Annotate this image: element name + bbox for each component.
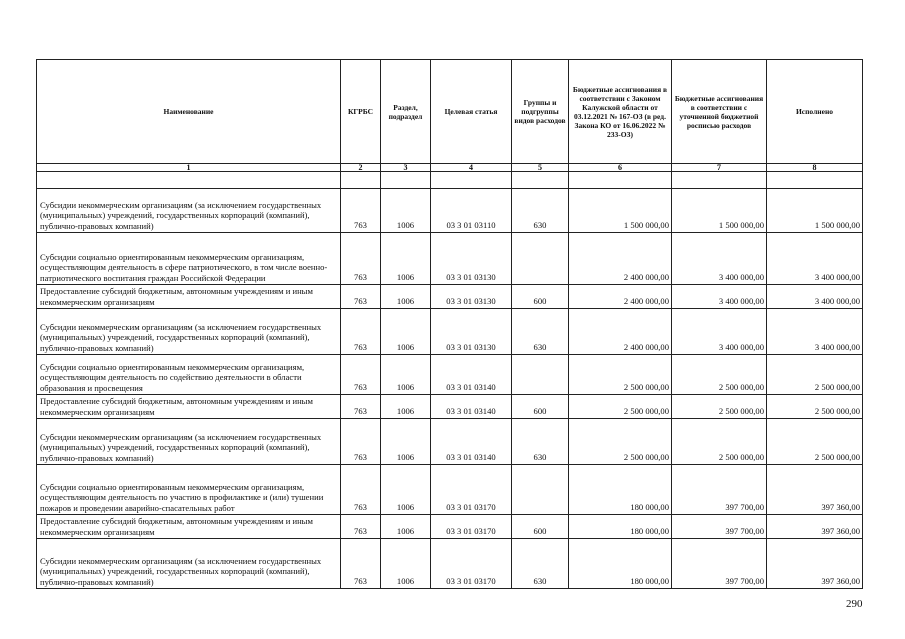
row-refined-budget-cell: 397 700,00 (672, 539, 767, 589)
row-refined-budget-cell: 1 500 000,00 (672, 189, 767, 233)
row-executed-cell: 397 360,00 (767, 515, 863, 539)
row-target-cell: 03 3 01 03130 (431, 233, 512, 285)
row-section-cell: 1006 (381, 395, 431, 419)
row-executed-cell: 3 400 000,00 (767, 233, 863, 285)
budget-table-container (36, 59, 862, 595)
row-kgrbs-cell: 763 (341, 355, 381, 395)
table-row (37, 309, 863, 355)
table-row (37, 285, 863, 309)
column-number: 6 (569, 164, 672, 172)
table-row (37, 515, 863, 539)
row-executed-cell: 3 400 000,00 (767, 285, 863, 309)
row-section-cell: 1006 (381, 355, 431, 395)
row-executed-cell: 2 500 000,00 (767, 419, 863, 465)
row-executed-cell: 1 500 000,00 (767, 189, 863, 233)
row-kgrbs-cell: 763 (341, 515, 381, 539)
row-target-cell: 03 3 01 03170 (431, 465, 512, 515)
row-target-cell: 03 3 01 03140 (431, 355, 512, 395)
row-name-cell: Субсидии некоммерческим организациям (за исключением государственных (муниципальных) учреждений, государственных корпораций (компаний), публично-правовых компаний) (37, 309, 341, 355)
row-target-cell: 03 3 01 03130 (431, 309, 512, 355)
table-row (37, 419, 863, 465)
budget-table (36, 59, 863, 589)
header-executed: Исполнено (767, 60, 863, 164)
column-number: 8 (767, 164, 863, 172)
header-law-budget: Бюджетные ассигнования в соответствии с Законом Калужской области от 03.12.2021 № 167-ОЗ (в ред. Закона КО от 16.06.2022 № 233-ОЗ) (569, 60, 672, 164)
column-number: 7 (672, 164, 767, 172)
row-law-budget-cell: 2 400 000,00 (569, 285, 672, 309)
header-group: Группы и подгруппы видов расходов (512, 60, 569, 164)
row-executed-cell: 397 360,00 (767, 465, 863, 515)
row-section-cell: 1006 (381, 309, 431, 355)
column-number: 2 (341, 164, 381, 172)
table-row (37, 189, 863, 233)
row-name-cell: Субсидии некоммерческим организациям (за исключением государственных (муниципальных) учреждений, государственных корпораций (компаний), публично-правовых компаний) (37, 189, 341, 233)
row-executed-cell: 3 400 000,00 (767, 309, 863, 355)
table-row (37, 539, 863, 589)
row-section-cell: 1006 (381, 233, 431, 285)
page-number: 290 (846, 598, 863, 610)
column-number-row (37, 164, 863, 172)
row-section-cell: 1006 (381, 419, 431, 465)
row-target-cell: 03 3 01 03170 (431, 539, 512, 589)
row-name-cell: Субсидии социально ориентированным некоммерческим организациям, осуществляющим деятельность в сфере патриотического, в том числе военно-патриотического воспитания граждан Российской Федерации (37, 233, 341, 285)
row-name-cell: Субсидии некоммерческим организациям (за исключением государственных (муниципальных) учреждений, государственных корпораций (компаний), публично-правовых компаний) (37, 419, 341, 465)
row-law-budget-cell: 180 000,00 (569, 539, 672, 589)
row-name-cell: Субсидии некоммерческим организациям (за исключением государственных (муниципальных) учреждений, государственных корпораций (компаний), публично-правовых компаний) (37, 539, 341, 589)
table-body (37, 172, 863, 589)
row-refined-budget-cell: 3 400 000,00 (672, 285, 767, 309)
row-law-budget-cell: 1 500 000,00 (569, 189, 672, 233)
row-kgrbs-cell: 763 (341, 285, 381, 309)
row-law-budget-cell: 2 400 000,00 (569, 309, 672, 355)
spacer-row (37, 172, 863, 189)
row-section-cell: 1006 (381, 515, 431, 539)
row-section-cell: 1006 (381, 539, 431, 589)
table-row (37, 233, 863, 285)
row-name-cell: Предоставление субсидий бюджетным, автономным учреждениям и иным некоммерческим организациям (37, 285, 341, 309)
row-kgrbs-cell: 763 (341, 233, 381, 285)
row-executed-cell: 2 500 000,00 (767, 395, 863, 419)
row-section-cell: 1006 (381, 465, 431, 515)
header-row (37, 60, 863, 164)
header-section: Раздел, подраздел (381, 60, 431, 164)
header-target: Целевая статья (431, 60, 512, 164)
row-group-cell (512, 233, 569, 285)
row-name-cell: Предоставление субсидий бюджетным, автономным учреждениям и иным некоммерческим организациям (37, 515, 341, 539)
row-law-budget-cell: 2 500 000,00 (569, 395, 672, 419)
row-kgrbs-cell: 763 (341, 539, 381, 589)
row-kgrbs-cell: 763 (341, 189, 381, 233)
row-kgrbs-cell: 763 (341, 419, 381, 465)
table-row (37, 465, 863, 515)
row-target-cell: 03 3 01 03110 (431, 189, 512, 233)
header-kgrbs: КГРБС (341, 60, 381, 164)
row-group-cell (512, 465, 569, 515)
row-name-cell: Предоставление субсидий бюджетным, автономным учреждениям и иным некоммерческим организациям (37, 395, 341, 419)
row-group-cell: 630 (512, 419, 569, 465)
row-law-budget-cell: 2 500 000,00 (569, 355, 672, 395)
header-name: Наименование (37, 60, 341, 164)
row-section-cell: 1006 (381, 189, 431, 233)
row-refined-budget-cell: 3 400 000,00 (672, 309, 767, 355)
column-number: 5 (512, 164, 569, 172)
column-number: 1 (37, 164, 341, 172)
row-name-cell: Субсидии социально ориентированным некоммерческим организациям, осуществляющим деятельность по содействию деятельности в области образования и просвещения (37, 355, 341, 395)
row-refined-budget-cell: 2 500 000,00 (672, 395, 767, 419)
row-target-cell: 03 3 01 03140 (431, 419, 512, 465)
row-refined-budget-cell: 397 700,00 (672, 465, 767, 515)
row-group-cell (512, 355, 569, 395)
row-refined-budget-cell: 397 700,00 (672, 515, 767, 539)
row-group-cell: 630 (512, 309, 569, 355)
header-refined-budget: Бюджетные ассигнования в соответствии с уточненной бюджетной росписью расходов (672, 60, 767, 164)
row-section-cell: 1006 (381, 285, 431, 309)
row-refined-budget-cell: 2 500 000,00 (672, 355, 767, 395)
row-target-cell: 03 3 01 03170 (431, 515, 512, 539)
row-group-cell: 630 (512, 189, 569, 233)
row-kgrbs-cell: 763 (341, 465, 381, 515)
row-refined-budget-cell: 2 500 000,00 (672, 419, 767, 465)
table-row (37, 395, 863, 419)
row-target-cell: 03 3 01 03140 (431, 395, 512, 419)
row-law-budget-cell: 180 000,00 (569, 465, 672, 515)
column-number: 4 (431, 164, 512, 172)
row-law-budget-cell: 180 000,00 (569, 515, 672, 539)
row-group-cell: 600 (512, 285, 569, 309)
row-executed-cell: 2 500 000,00 (767, 355, 863, 395)
row-kgrbs-cell: 763 (341, 309, 381, 355)
row-group-cell: 600 (512, 515, 569, 539)
row-executed-cell: 397 360,00 (767, 539, 863, 589)
row-group-cell: 600 (512, 395, 569, 419)
row-target-cell: 03 3 01 03130 (431, 285, 512, 309)
row-group-cell: 630 (512, 539, 569, 589)
row-kgrbs-cell: 763 (341, 395, 381, 419)
table-row (37, 355, 863, 395)
row-law-budget-cell: 2 500 000,00 (569, 419, 672, 465)
row-law-budget-cell: 2 400 000,00 (569, 233, 672, 285)
row-refined-budget-cell: 3 400 000,00 (672, 233, 767, 285)
column-number: 3 (381, 164, 431, 172)
row-name-cell: Субсидии социально ориентированным некоммерческим организациям, осуществляющим деятельность по участию в профилактике и (или) тушении пожаров и проведении аварийно-спасательных работ (37, 465, 341, 515)
